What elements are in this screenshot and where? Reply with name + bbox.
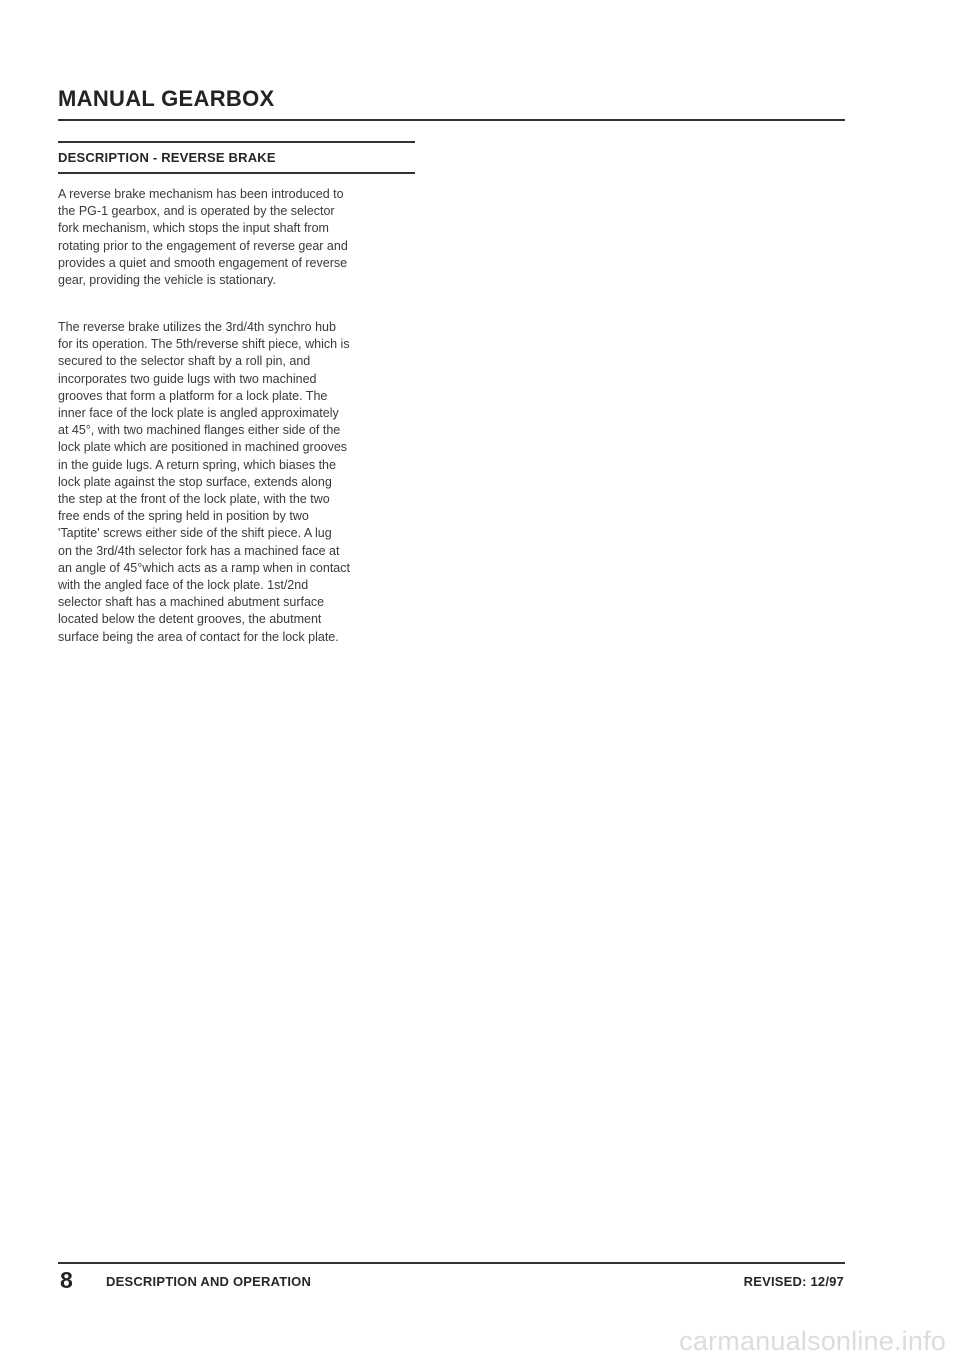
footer-divider xyxy=(58,1262,845,1264)
body-paragraph-operation: The reverse brake utilizes the 3rd/4th synchro hub for its operation. The 5th/reverse shift piece, which is secured to the selector shaft by a roll pin, and incorporates two guide lugs with two machined grooves that form a platform for a lock plate. The inner face of the lock plate is angled approximately at 45°, with two machined flanges either side of the lock plate which are positioned in machined grooves in the guide lugs. A return spring, which biases the lock plate against the stop surface, extends along the step at the front of the lock plate, with the two free ends of the spring held in position by two 'Taptite' screws either side of the shift piece. A lug on the 3rd/4th selector fork has a machined face at an angle of 45°which acts as a ramp when in contact with the angled face of the lock plate. 1st/2nd selector shaft has a machined abutment surface located below the detent grooves, the abutment surface being the area of contact for the lock plate. xyxy=(58,320,350,644)
section-divider-top xyxy=(58,141,415,143)
page-header-title: MANUAL GEARBOX xyxy=(58,86,275,111)
footer-revision-date: REVISED: 12/97 xyxy=(743,1274,844,1289)
header-divider xyxy=(58,119,845,121)
page-number: 8 xyxy=(60,1267,73,1293)
watermark: carmanualsonline.info xyxy=(679,1326,946,1356)
body-paragraph-intro: A reverse brake mechanism has been introduced to the PG-1 gearbox, and is operated by the selector fork mechanism, which stops the input shaft from rotating prior to the engagement of reverse gear and provides a quiet and smooth engagement of reverse gear, providing the vehicle is stationary. xyxy=(58,187,348,288)
section-divider-bottom xyxy=(58,172,415,174)
section-title: DESCRIPTION - REVERSE BRAKE xyxy=(58,150,276,165)
footer-section-label: DESCRIPTION AND OPERATION xyxy=(106,1274,312,1289)
